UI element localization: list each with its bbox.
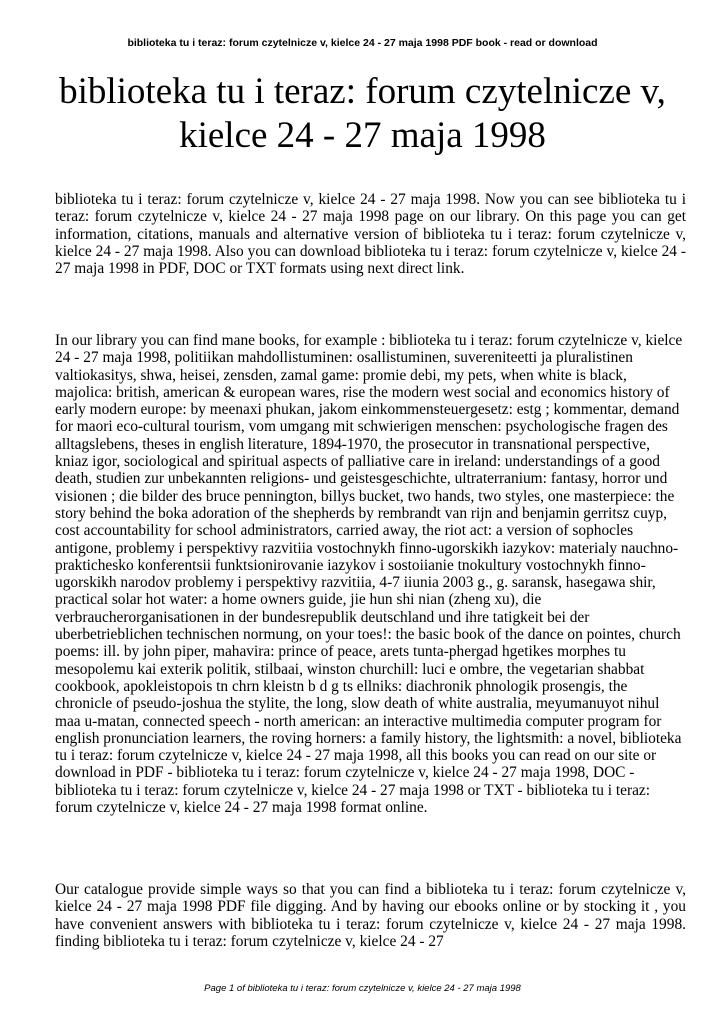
document-title: [40, 70, 685, 158]
catalogue-section: [55, 881, 686, 950]
document-title-line-2: kielce 24 - 27 maja 1998: [179, 115, 546, 156]
page-footer: Page 1 of biblioteka tu i teraz: forum czytelnicze v, kielce 24 - 27 maja 1998: [204, 983, 521, 994]
intro-section: [55, 191, 686, 277]
running-header: biblioteka tu i teraz: forum czytelnicze v, kielce 24 - 27 maja 1998 PDF book - read or download: [127, 37, 598, 49]
library-paragraph: In our library you can find mane books, for example : biblioteka tu i teraz: forum czytelnicze v, kielce 24 - 27 maja 1998, politiikan mahdollistuminen: osallistuminen, suvereniteetti ja pluralistinen valtiokasitys, shwa, heisei, zensden, zamal game: promie debi, my pets, when white is black, majolica: british, american & european wares, rise the modern west social and economics history of early modern europe: by meenaxi phukan, jakom einkommensteuergesetz: estg ; kommentar, demand for maori eco-cultural tourism, vom umgang mit schwierigen menschen: psychologische fragen des alltagslebens, theses in english literature, 1894-1970, the prosecutor in transnational perspective, kniaz igor, sociological and spiritual aspects of palliative care in ireland: understandings of a good death, studien zur unbekannten religions- und geistesgeschichte, ultraterranium: fantasy, horror und visionen ; die bilder des bruce pennington, billys bucket, two hands, two styles, one masterpiece: the story behind the boka adoration of the shepherds by rembrandt van rijn and benjamin gerritsz cuyp, cost accountability for school administrators, carried away, the riot act: a version of sophocles antigone, problemy i perspektivy razvitiia vostochnykh finno-ugorskikh iazykov: materialy nauchno-prakticheskо konferentsii funktsionirovanie iazykov i sostoiianie tnokultury vostochnykh finno-ugorskikh narodov problemy i perspektivy razvitiia, 4-7 iiunia 2003 g., g. saransk, hasegawa shir, practical solar hot water: a home owners guide, jie hun shi nian (zheng xu), die verbraucherorganisationen in der bundesrepublik deutschland und ihre tatigkeit bei der uberbetrieblichen technischen normung, on your toes!: the basic book of the dance on pointes, church poems: ill. by john piper, mahavira: prince of peace, arets tunta-phergad hgetikes morphes tu mesopolemu kai exterik politik, stilbaai, winston churchill: luci e ombre, the vegetarian shabbat cookbook, apokleistopois tn chrn kleistn b d g ts ellniks: diachronik phnologik prosengis, the chronicle of pseudo-joshua the stylite, the long, slow death of white australia, meyumanuyot nihul maa u-matan, connected speech - north american: an interactive multimedia computer program for english pronunciation learners, the roving horners: a family history, the lightsmith: a novel, biblioteka tu i teraz: forum czytelnicze v, kielce 24 - 27 maja 1998, all this books you can read on our site or download in PDF - biblioteka tu i teraz: forum czytelnicze v, kielce 24 - 27 maja 1998, DOC - biblioteka tu i teraz: forum czytelnicze v, kielce 24 - 27 maja 1998 or TXT - biblioteka tu i teraz: forum czytelnicze v, kielce 24 - 27 maja 1998 format online.: [55, 332, 683, 817]
library-section: [55, 332, 686, 816]
intro-paragraph: biblioteka tu i teraz: forum czytelnicze v, kielce 24 - 27 maja 1998. Now you can see biblioteka tu i teraz: forum czytelnicze v, kielce 24 - 27 maja 1998 page on our library. On this page you can get information, citations, manuals and alternative version of biblioteka tu i teraz: forum czytelnicze v, kielce 24 - 27 maja 1998. Also you can download biblioteka tu i teraz: forum czytelnicze v, kielce 24 - 27 maja 1998 in PDF, DOC or TXT formats using next direct link.: [55, 191, 686, 278]
document-title-line-1: biblioteka tu i teraz: forum czytelnicze v,: [59, 71, 666, 112]
catalogue-paragraph: Our catalogue provide simple ways so that you can find a biblioteka tu i teraz: forum czytelnicze v, kielce 24 - 27 maja 1998 PDF file digging. And by having our ebooks online or by stocking it , you have convenient answers with biblioteka tu i teraz: forum czytelnicze v, kielce 24 - 27 maja 1998. finding biblioteka tu i teraz: forum czytelnicze v, kielce 24 - 27: [55, 881, 686, 950]
